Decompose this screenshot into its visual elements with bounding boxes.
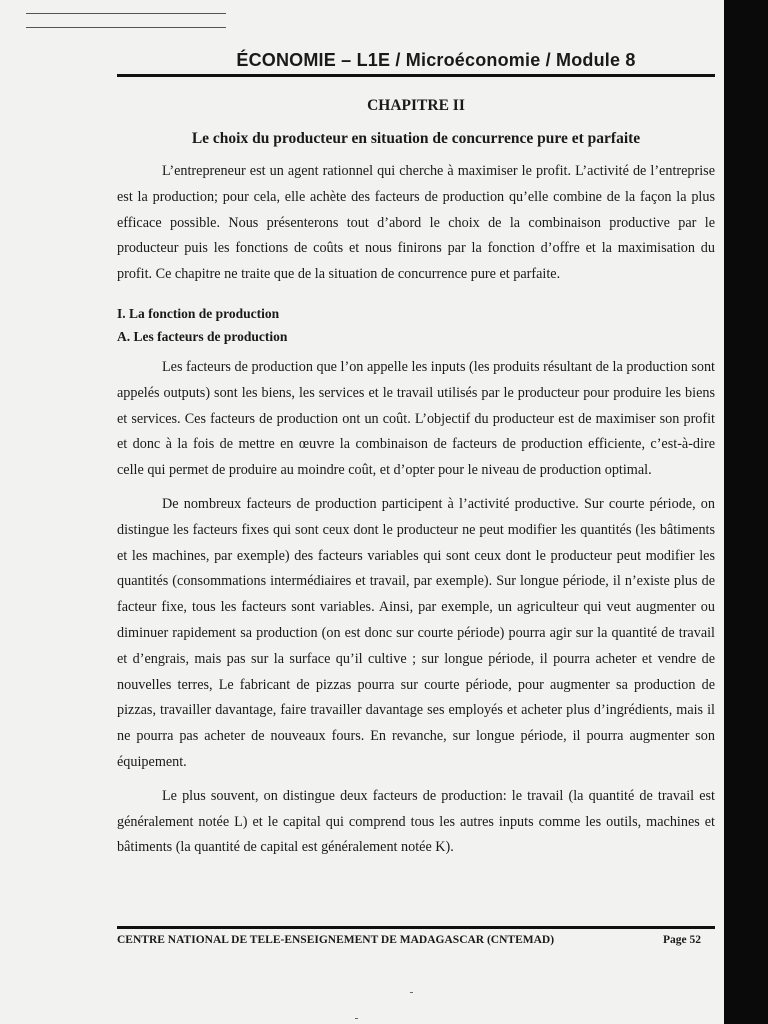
body-paragraph: Les facteurs de production que l’on appelle les inputs (les produits résultant de la production sont appelés outputs) sont les biens, les services et le travail utilisés par le producteur pour produire les biens et services. Ces facteurs de production ont un coût. L’objectif du producteur est de maximiser son profit et donc à la fois de mettre en œuvre la combinaison de facteurs de production efficiente, c’est-à-dire celle qui permet de produire au moindre coût, et d’opter pour le niveau de production optimal. xyxy=(117,358,715,479)
page-number: Page 52 xyxy=(662,934,701,946)
chapter-label: CHAPITRE II xyxy=(367,97,465,114)
scan-speck xyxy=(410,992,413,993)
scan-line-top xyxy=(26,13,226,14)
header-rule xyxy=(117,74,715,77)
subsection-title: A. Les facteurs de production xyxy=(117,328,288,344)
footer-rule xyxy=(117,926,715,929)
intro-paragraph: L’entrepreneur est un agent rationnel qui cherche à maximiser le profit. L’activité de l’entreprise est la production; pour cela, elle achète des facteurs de production qu’elle combine de la façon la plus efficace possible. Nous présenterons tout d’abord le choix de la combinaison productive par le producteur puis les fonctions de coûts et nous finirons par la fonction d’offre et la maximisation du profit. Ce chapitre ne traite que de la situation de concurrence pure et parfaite. xyxy=(117,163,715,283)
body-paragraph: De nombreux facteurs de production participent à l’activité productive. Sur courte période, on distingue les facteurs fixes qui sont ceux dont le producteur ne peut modifier les quantités (les bâtiments et les machines, par exemple) des facteurs variables qui sont ceux dont le producteur peut modifier les quantités (consommations intermédiaires et travail, par exemple). Sur longue période, il n’existe plus de facteur fixe, tous les facteurs sont variables. Ainsi, par exemple, un agriculteur qui veut augmenter ou diminuer rapidement sa production (on est donc sur courte période) pourra agir sur la quantité de travail et d’engrais, mais pas sur la surface qu’il cultive ; sur longue période, il pourra acheter et vendre de nouvelles terres, Le fabricant de pizzas pourra sur courte période, pour augmenter sa production de pizzas, travailler davantage, faire travailler davantage ses employés et acheter plus d’ingrédients, mais il ne pourra pas acheter de nouveaux fours. En revanche, sur longue période, il pourra augmenter son équipement. xyxy=(117,495,715,770)
page-header: ÉCONOMIE – L1E / Microéconomie / Module 8 xyxy=(236,50,636,70)
chapter-title: Le choix du producteur en situation de concurrence pure et parfaite xyxy=(191,130,641,147)
page-footer xyxy=(117,926,715,946)
page-content xyxy=(117,46,715,861)
body-paragraph: Le plus souvent, on distingue deux facteurs de production: le travail (la quantité de travail est généralement notée L) et le capital qui comprend tous les autres inputs comme les outils, machines et bâtiments (la quantité de capital est généralement notée K). xyxy=(117,787,715,856)
scan-line-top-2 xyxy=(26,27,226,28)
scan-edge-shadow xyxy=(724,0,768,1024)
footer-institution: CENTRE NATIONAL DE TELE-ENSEIGNEMENT DE MADAGASCAR (CNTEMAD) xyxy=(117,934,555,946)
scan-speck xyxy=(355,1018,358,1019)
section-title: I. La fonction de production xyxy=(117,305,280,321)
